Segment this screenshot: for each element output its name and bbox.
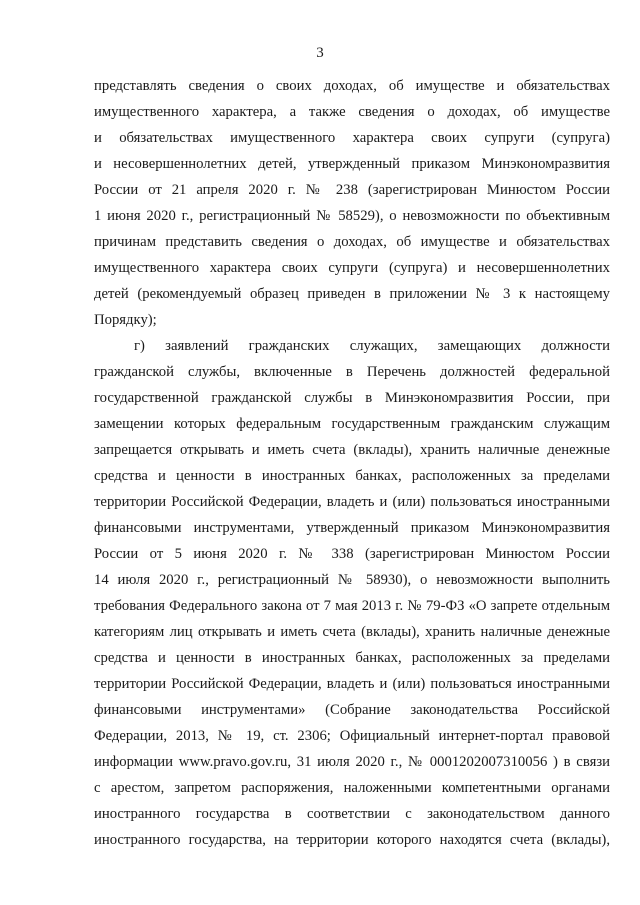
text-line: имущественного характера, а также сведения о доходах, об имуществе bbox=[94, 104, 610, 120]
text-line: информации www.pravo.gov.ru, 31 июля 2020 г., № 0001202007310056 ) в связи bbox=[94, 754, 610, 770]
text-line: финансовыми инструментами» (Собрание законодательства Российской bbox=[94, 702, 610, 718]
text-line: представлять сведения о своих доходах, об имуществе и обязательствах bbox=[94, 78, 610, 94]
text-line: средства и ценности в иностранных банках, расположенных за пределами bbox=[94, 650, 610, 666]
text-line: территории Российской Федерации, владеть и (или) пользоваться иностранными bbox=[94, 676, 610, 692]
text-line: иностранного государства в соответствии с законодательством данного bbox=[94, 806, 610, 822]
text-line: детей (рекомендуемый образец приведен в приложении № 3 к настоящему bbox=[94, 286, 610, 302]
text-line: запрещается открывать и иметь счета (вклады), хранить наличные денежные bbox=[94, 442, 610, 458]
text-line: 1 июня 2020 г., регистрационный № 58529), о невозможности по объективным bbox=[94, 208, 610, 224]
text-line: гражданской службы, включенные в Перечень должностей федеральной bbox=[94, 364, 610, 380]
text-line: категориям лиц открывать и иметь счета (вклады), хранить наличные денежные bbox=[94, 624, 610, 640]
text-line: требования Федерального закона от 7 мая 2013 г. № 79-ФЗ «О запрете отдельным bbox=[94, 598, 610, 614]
text-line: 14 июля 2020 г., регистрационный № 58930), о невозможности выполнить bbox=[94, 572, 610, 588]
text-line: причинам представить сведения о доходах, об имуществе и обязательствах bbox=[94, 234, 610, 250]
text-line: России от 5 июня 2020 г. № 338 (зарегистрирован Минюстом России bbox=[94, 546, 610, 562]
text-line: Федерации, 2013, № 19, ст. 2306; Официальный интернет-портал правовой bbox=[94, 728, 610, 744]
text-line: иностранного государства, на территории которого находятся счета (вклады), bbox=[94, 832, 610, 848]
text-line: Порядку); bbox=[94, 312, 157, 328]
paragraph-start-line: г) заявлений гражданских служащих, замещающих должности bbox=[134, 338, 610, 354]
text-line: и несовершеннолетних детей, утвержденный приказом Минэкономразвития bbox=[94, 156, 610, 172]
page-number: 3 bbox=[316, 45, 324, 61]
text-line: России от 21 апреля 2020 г. № 238 (зарегистрирован Минюстом России bbox=[94, 182, 610, 198]
text-line: средства и ценности в иностранных банках, расположенных за пределами bbox=[94, 468, 610, 484]
text-line: с арестом, запретом распоряжения, наложенными компетентными органами bbox=[94, 780, 610, 796]
text-line: и обязательствах имущественного характера своих супруги (супруга) bbox=[94, 130, 610, 146]
text-line: государственной гражданской службы в Минэкономразвития России, при bbox=[94, 390, 610, 406]
text-line: замещении которых федеральным государственным гражданским служащим bbox=[94, 416, 610, 432]
text-line: имущественного характера своих супруги (супруга) и несовершеннолетних bbox=[94, 260, 610, 276]
text-line: территории Российской Федерации, владеть и (или) пользоваться иностранными bbox=[94, 494, 610, 510]
text-line: финансовыми инструментами, утвержденный приказом Минэкономразвития bbox=[94, 520, 610, 536]
